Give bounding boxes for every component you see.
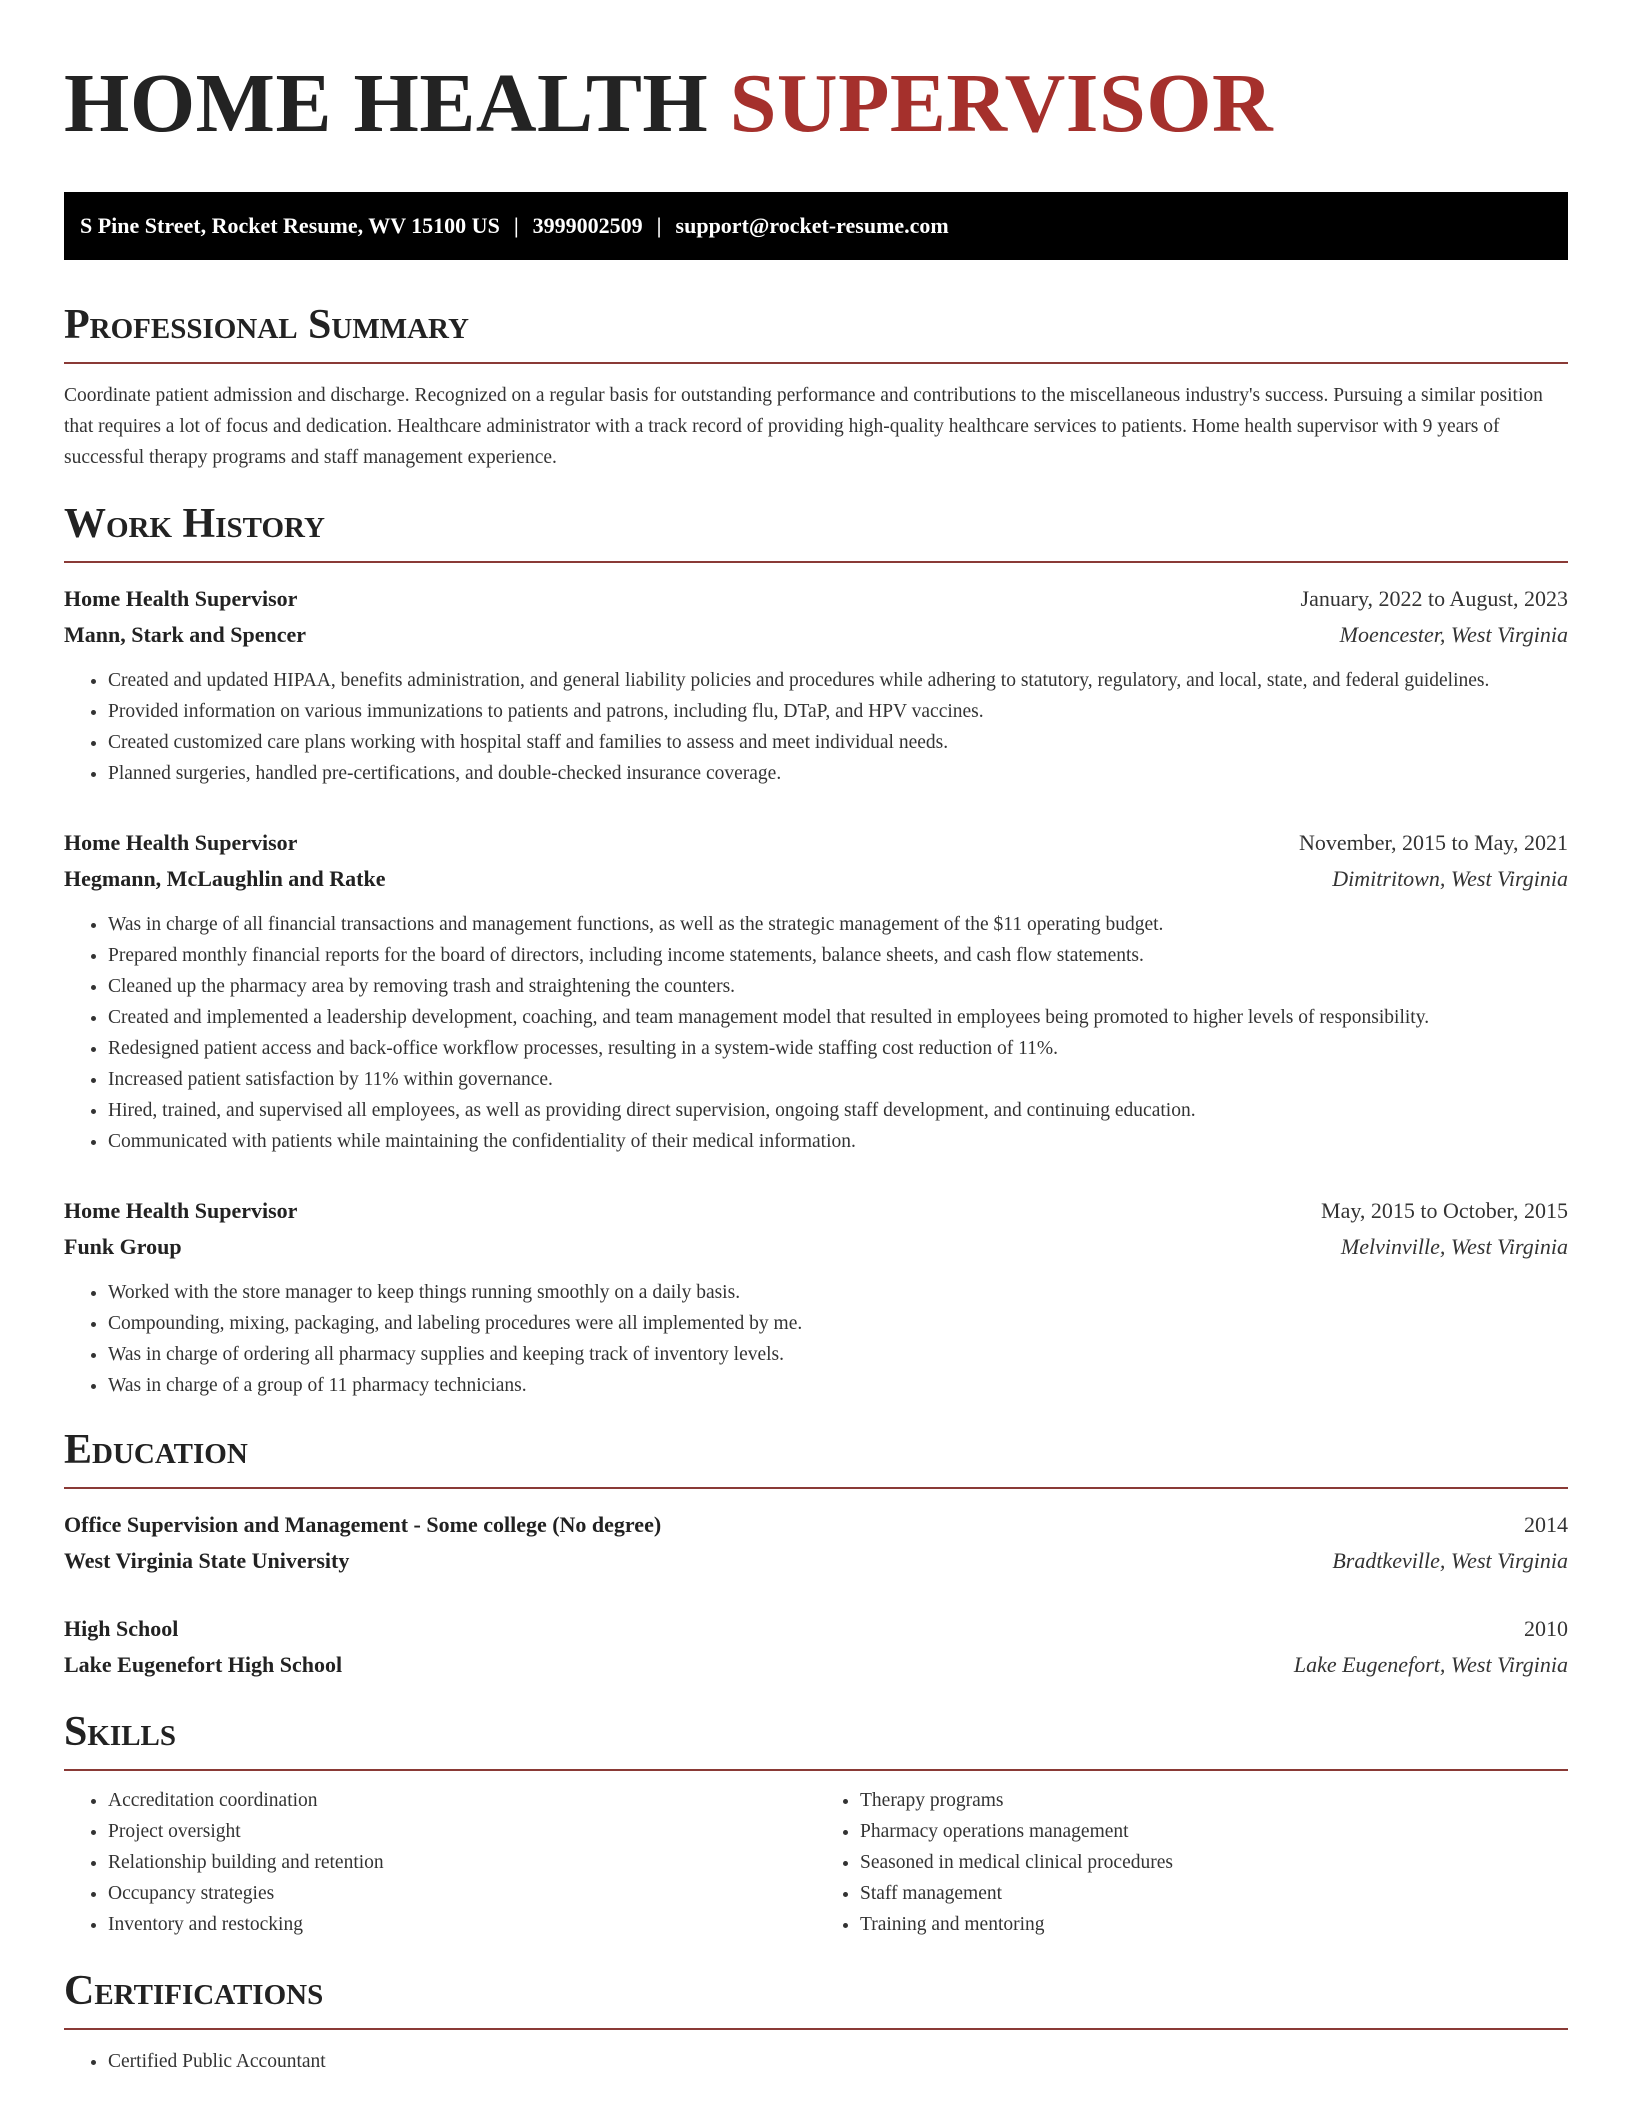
- skill-item: • Seasoned in medical clinical procedures: [860, 1847, 1568, 1878]
- education-location: Bradtkeville, West Virginia: [1332, 1548, 1568, 1573]
- education-degree-row: [64, 1507, 1568, 1543]
- job-bullets: [64, 1277, 1568, 1401]
- skill-item: • Training and mentoring: [860, 1909, 1568, 1940]
- job-bullet: • Communicated with patients while maintaining the confidentiality of their medical information.: [108, 1126, 1568, 1157]
- work-history-section: [64, 499, 1568, 1401]
- job-company-row: [64, 861, 1568, 897]
- summary-text: Coordinate patient admission and discharge. Recognized on a regular basis for outstanding performance and contributions to the miscellaneous industry's success. Pursuing a similar position that requires a lot of focus and dedication. Healthcare administrator with a track record of providing high-quality healthcare services to patients. Home health supervisor with 9 years of successful therapy programs and staff management experience.: [64, 385, 1543, 468]
- section-divider: [64, 362, 1568, 364]
- section-title-education: Education: [64, 1427, 248, 1473]
- job-entry: [64, 1193, 1568, 1401]
- section-title-summary: Professional Summary: [64, 302, 469, 348]
- job-dates: January, 2022 to August, 2023: [1300, 586, 1568, 611]
- section-title-work: Work History: [64, 501, 325, 547]
- job-bullet: • Worked with the store manager to keep things running smoothly on a daily basis.: [108, 1277, 1568, 1308]
- contact-phone: 3999002509: [532, 213, 643, 238]
- job-bullet: • Prepared monthly financial reports for the board of directors, including income statements, balance sheets, and cash flow statements.: [108, 940, 1568, 971]
- education-year: 2014: [1524, 1512, 1568, 1537]
- certification-item: • Certified Public Accountant: [108, 2046, 1568, 2077]
- job-bullet: • Increased patient satisfaction by 11% within governance.: [108, 1064, 1568, 1095]
- job-bullet: • Was in charge of a group of 11 pharmacy technicians.: [108, 1370, 1568, 1401]
- certifications-list: [64, 2046, 1568, 2077]
- skill-item: • Relationship building and retention: [108, 1847, 816, 1878]
- contact-address: S Pine Street, Rocket Resume, WV 15100 US: [80, 213, 500, 238]
- summary-section: [64, 300, 1568, 473]
- job-bullet: • Cleaned up the pharmacy area by removing trash and straightening the counters.: [108, 971, 1568, 1002]
- job-location: Melvinville, West Virginia: [1340, 1234, 1568, 1259]
- name-part1: HOME HEALTH: [64, 57, 709, 150]
- education-entry: [64, 1611, 1568, 1683]
- job-bullet: • Created and updated HIPAA, benefits administration, and general liability policies and procedures while adhering to statutory, regulatory, and local, state, and federal guidelines.: [108, 665, 1568, 696]
- contact-email: support@rocket-resume.com: [675, 213, 949, 238]
- job-company: Funk Group: [64, 1234, 182, 1259]
- job-bullet: • Was in charge of all financial transactions and management functions, as well as the strategic management of the $11 operating budget.: [108, 909, 1568, 940]
- skills-grid: [64, 1785, 1568, 1940]
- resume-name: [64, 52, 1568, 156]
- skill-item: • Pharmacy operations management: [860, 1816, 1568, 1847]
- contact-separator: |: [513, 213, 519, 238]
- education-entry: [64, 1507, 1568, 1579]
- section-title-skills: Skills: [64, 1709, 177, 1755]
- skills-list-right: [816, 1785, 1568, 1940]
- job-header-row: [64, 581, 1568, 617]
- education-location: Lake Eugenefort, West Virginia: [1293, 1652, 1568, 1677]
- skills-section: [64, 1707, 1568, 1940]
- education-school: Lake Eugenefort High School: [64, 1652, 343, 1677]
- certifications-section: [64, 1966, 1568, 2077]
- job-location: Moencester, West Virginia: [1339, 622, 1568, 647]
- name-part2: SUPERVISOR: [729, 57, 1274, 150]
- skill-item: • Accreditation coordination: [108, 1785, 816, 1816]
- job-location: Dimitritown, West Virginia: [1332, 866, 1568, 891]
- job-bullet: • Provided information on various immunizations to patients and patrons, including flu, DTaP, and HPV vaccines.: [108, 696, 1568, 727]
- section-divider: [64, 1487, 1568, 1489]
- job-title: Home Health Supervisor: [64, 830, 298, 855]
- skill-item: • Project oversight: [108, 1816, 816, 1847]
- job-entry: [64, 581, 1568, 789]
- job-dates: May, 2015 to October, 2015: [1321, 1198, 1568, 1223]
- job-dates: November, 2015 to May, 2021: [1299, 830, 1568, 855]
- section-divider: [64, 561, 1568, 563]
- contact-bar: [64, 192, 1568, 260]
- job-company-row: [64, 1229, 1568, 1265]
- section-divider: [64, 1769, 1568, 1771]
- job-bullet: • Created and implemented a leadership development, coaching, and team management model that resulted in employees being promoted to higher levels of responsibility.: [108, 1002, 1568, 1033]
- education-degree: Office Supervision and Management - Some college (No degree): [64, 1512, 662, 1537]
- job-header-row: [64, 1193, 1568, 1229]
- job-bullet: • Planned surgeries, handled pre-certifications, and double-checked insurance coverage.: [108, 758, 1568, 789]
- education-degree: High School: [64, 1616, 179, 1641]
- skill-item: • Therapy programs: [860, 1785, 1568, 1816]
- job-bullet: • Compounding, mixing, packaging, and labeling procedures were all implemented by me.: [108, 1308, 1568, 1339]
- skills-list-left: [64, 1785, 816, 1940]
- education-section: [64, 1425, 1568, 1683]
- education-school-row: [64, 1543, 1568, 1579]
- education-school-row: [64, 1647, 1568, 1683]
- skill-item: • Occupancy strategies: [108, 1878, 816, 1909]
- job-bullet: • Was in charge of ordering all pharmacy supplies and keeping track of inventory levels.: [108, 1339, 1568, 1370]
- job-company: Hegmann, McLaughlin and Ratke: [64, 866, 386, 891]
- section-title-certifications: Certifications: [64, 1968, 324, 2014]
- job-title: Home Health Supervisor: [64, 586, 298, 611]
- job-header-row: [64, 825, 1568, 861]
- job-bullet: • Created customized care plans working with hospital staff and families to assess and meet individual needs.: [108, 727, 1568, 758]
- job-company-row: [64, 617, 1568, 653]
- job-company: Mann, Stark and Spencer: [64, 622, 307, 647]
- section-divider: [64, 2028, 1568, 2030]
- education-school: West Virginia State University: [64, 1548, 350, 1573]
- skill-item: • Staff management: [860, 1878, 1568, 1909]
- job-bullets: [64, 909, 1568, 1157]
- job-bullets: [64, 665, 1568, 789]
- job-bullet: • Redesigned patient access and back-office workflow processes, resulting in a system-wide staffing cost reduction of 11%.: [108, 1033, 1568, 1064]
- skill-item: • Inventory and restocking: [108, 1909, 816, 1940]
- job-entry: [64, 825, 1568, 1157]
- job-bullet: • Hired, trained, and supervised all employees, as well as providing direct supervision, ongoing staff development, and continuing education.: [108, 1095, 1568, 1126]
- education-year: 2010: [1524, 1616, 1568, 1641]
- job-title: Home Health Supervisor: [64, 1198, 298, 1223]
- contact-separator: |: [656, 213, 662, 238]
- education-degree-row: [64, 1611, 1568, 1647]
